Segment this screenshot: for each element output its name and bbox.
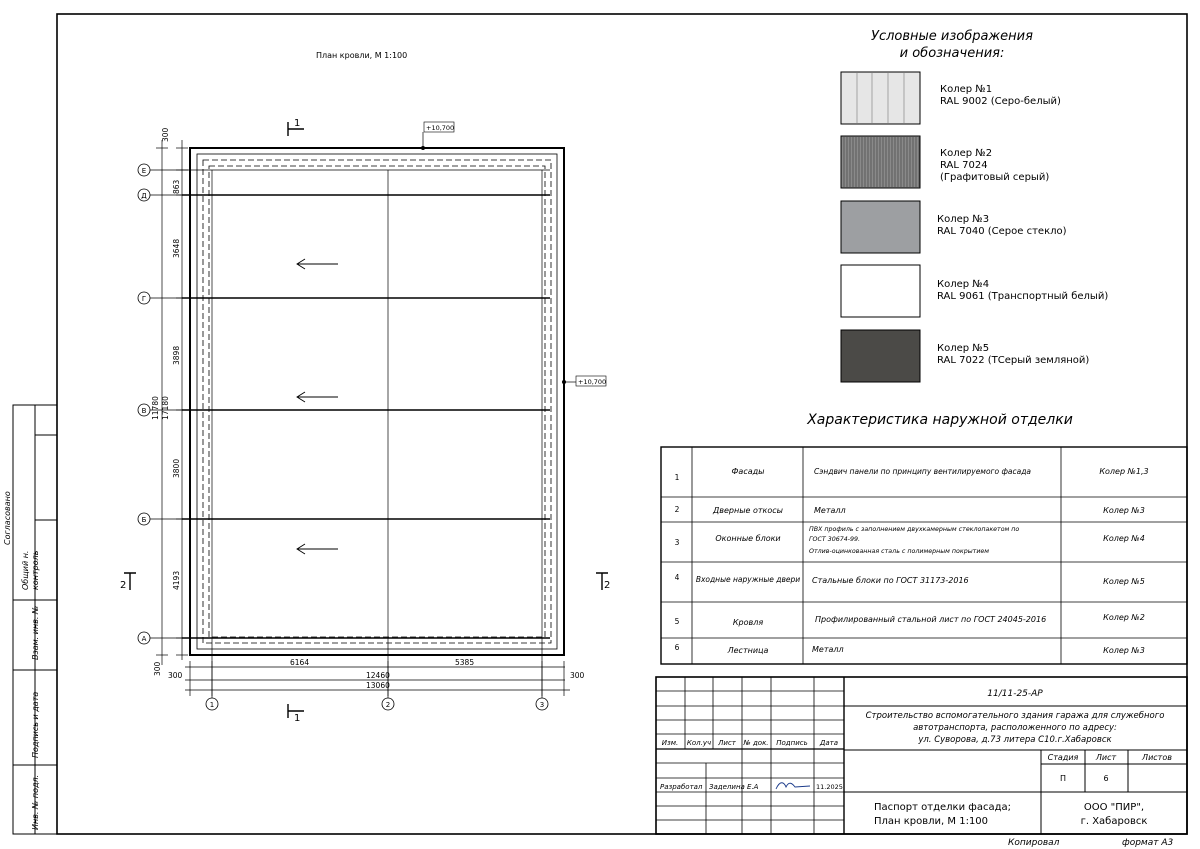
dim-v-863: 863 — [172, 179, 181, 194]
axis-letter-a: А — [141, 635, 147, 643]
finish-row-2-color: Колер №3 — [1103, 506, 1145, 515]
roof-beams — [182, 195, 550, 638]
finish-row-4-material: Стальные блоки по ГОСТ 31173-2016 — [812, 576, 969, 585]
finish-row-1-color: Колер №1,3 — [1099, 467, 1149, 476]
dim-v-total-17180: 17180 — [161, 396, 170, 420]
elevation-marker-right — [562, 376, 606, 386]
finish-row-1-material: Сэндвич панели по принципу вентилируемого фасада — [814, 467, 1031, 476]
footer-copied: Копировал — [1008, 838, 1060, 848]
legend-item-1-name: Колер №1 — [940, 84, 993, 95]
stamp-sheet-label: Лист — [1095, 753, 1117, 762]
legend-item-2-name: Колер №2 — [940, 148, 993, 159]
finish-row-6-material: Металл — [812, 645, 844, 654]
legend-item-2-code: RAL 7024 — [940, 160, 988, 171]
stamp-col-data: Дата — [819, 739, 839, 747]
legend-title-line1: Условные изображения — [871, 29, 1033, 44]
plan-title: План кровли, М 1:100 — [316, 51, 408, 60]
side-vzam-label: Взам. инв. № — [31, 605, 40, 660]
section-mark-1-bottom-label: 1 — [294, 713, 301, 724]
stamp-project-3: ул. Суворова, д.73 литера С10.г.Хабаровск — [918, 735, 1112, 745]
stamp-project-1: Строительство вспомогательного здания гаража для служебного — [865, 711, 1165, 721]
stamp-developer-name: Заделина Е.А — [709, 783, 759, 791]
axis-bubbles-numbers — [206, 698, 548, 710]
legend-item-4-name: Колер №4 — [937, 279, 990, 290]
stamp-org-2: г. Хабаровск — [1080, 816, 1148, 827]
axis-number-2: 2 — [385, 701, 391, 709]
stamp-org-1: ООО "ПИР", — [1083, 802, 1145, 813]
stamp-col-koluch: Кол.уч — [686, 739, 712, 747]
stamp-col-izm: Изм. — [661, 739, 679, 747]
dim-h-total-12460: 12460 — [366, 671, 390, 680]
legend-title-line2: и обозначения: — [899, 46, 1005, 61]
dim-v-300-bottom: 300 — [153, 661, 162, 676]
legend-item-3-name: Колер №3 — [937, 214, 990, 225]
side-general-control-2: контроль — [31, 550, 40, 590]
finish-row-6-n: 6 — [674, 643, 680, 652]
side-inv-podl-label: Инв. № подл. — [31, 774, 40, 830]
legend-swatch-1 — [841, 72, 920, 124]
finish-row-3-material-3: Отлив-оцинкованная сталь с полимерным покрытием — [809, 548, 990, 555]
side-sign-date-label: Подпись и дата — [31, 691, 40, 758]
dim-h-total-13060: 13060 — [366, 681, 390, 690]
finish-row-2-material: Металл — [814, 506, 846, 515]
dim-v-300-top: 300 — [161, 127, 170, 142]
finish-row-3-material-2: ГОСТ 30674-99. — [809, 536, 861, 543]
legend-item-3-code: RAL 7040 (Серое стекло) — [937, 226, 1067, 237]
elevation-label-right: +10,700 — [578, 378, 607, 386]
dim-v-4193: 4193 — [172, 570, 181, 590]
stamp-stage-label: Стадия — [1047, 753, 1079, 762]
stamp-col-list: Лист — [718, 739, 736, 747]
finish-row-1-n: 1 — [674, 473, 680, 482]
dim-v-3800: 3800 — [172, 458, 181, 478]
finish-row-3-element: Оконные блоки — [715, 534, 781, 543]
finish-table-grid — [661, 447, 1187, 664]
dim-h-6164: 6164 — [290, 658, 310, 667]
stamp-sheets-label: Листов — [1142, 753, 1172, 762]
legend-swatch-3 — [841, 201, 920, 253]
dim-h-5385: 5385 — [455, 658, 475, 667]
stamp-signature — [776, 783, 810, 789]
legend-item-5-code: RAL 7022 (ТСерый земляной) — [937, 355, 1090, 366]
finish-row-3-material-1: ПВХ профиль с заполнением двухкамерным стеклопакетом по — [809, 526, 1020, 533]
stamp-developer-role: Разработал — [660, 783, 703, 791]
finish-row-5-color: Колер №2 — [1103, 613, 1145, 622]
axis-letter-e: Е — [141, 167, 147, 175]
axis-letter-d: Д — [141, 192, 147, 200]
finish-row-5-material: Профилированный стальной лист по ГОСТ 24045-2016 — [815, 615, 1047, 624]
stamp-col-podpis: Подпись — [776, 739, 808, 747]
legend-item-4-code: RAL 9061 (Транспортный белый) — [937, 291, 1109, 302]
stamp-doc-title-2: План кровли, М 1:100 — [874, 816, 989, 827]
legend-item-5-name: Колер №5 — [937, 343, 990, 354]
finish-row-5-n: 5 — [674, 617, 680, 626]
dim-v-3648: 3648 — [172, 238, 181, 258]
finish-row-1-element: Фасады — [731, 467, 765, 476]
axis-number-1: 1 — [209, 701, 215, 709]
axis-number-3: 3 — [539, 701, 545, 709]
roof-plan — [190, 148, 564, 655]
dim-v-total-11780: 11780 — [151, 396, 160, 420]
finish-row-4-color: Колер №5 — [1103, 577, 1145, 586]
finish-title: Характеристика наружной отделки — [807, 412, 1073, 428]
legend-item-1-code: RAL 9002 (Серо-белый) — [940, 96, 1061, 107]
legend-item-2-extra: (Графитовый серый) — [940, 172, 1050, 183]
legend-swatch-4 — [841, 265, 920, 317]
stamp-project-2: автотранспорта, расположенного по адресу: — [913, 723, 1117, 733]
finish-row-5-element: Кровля — [732, 618, 764, 627]
dim-h-300-left: 300 — [168, 671, 183, 680]
section-mark-2-right-label: 2 — [604, 580, 611, 591]
axis-letter-v: В — [141, 407, 147, 415]
finish-row-3-n: 3 — [674, 538, 680, 547]
side-agreed-label: Согласовано — [3, 491, 12, 545]
stamp-date: 11.2025 — [816, 783, 843, 791]
dim-h-300-right: 300 — [570, 671, 585, 680]
finish-row-4-n: 4 — [674, 573, 680, 582]
stamp-stage-value: П — [1059, 774, 1067, 783]
axis-lines — [150, 170, 550, 700]
section-mark-2-left-label: 2 — [120, 580, 127, 591]
section-mark-1-top-label: 1 — [294, 118, 301, 129]
finish-row-3-color: Колер №4 — [1103, 534, 1145, 543]
axis-letter-b: Б — [141, 516, 147, 524]
finish-row-2-n: 2 — [674, 505, 680, 514]
stamp-code: 11/11-25-АР — [987, 689, 1043, 699]
stamp-doc-title-1: Паспорт отделки фасада; — [874, 802, 1011, 813]
axis-letter-g: Г — [141, 295, 147, 303]
elevation-marker-top — [421, 122, 454, 150]
stamp-sheet-value: 6 — [1103, 774, 1109, 783]
finish-row-4-element: Входные наружные двери — [695, 575, 801, 584]
finish-row-6-element: Лестница — [727, 646, 769, 655]
legend-swatches — [841, 72, 920, 382]
finish-row-6-color: Колер №3 — [1103, 646, 1145, 655]
stamp-col-ndok: № док. — [743, 739, 769, 747]
finish-row-2-element: Дверные откосы — [713, 506, 783, 515]
side-general-control-1: Общий н. — [21, 550, 30, 590]
slope-arrows — [297, 259, 338, 554]
axis-bubbles-letters — [138, 164, 150, 644]
legend-swatch-5 — [841, 330, 920, 382]
elevation-label-top: +10,700 — [426, 124, 455, 132]
footer-format: формат А3 — [1122, 838, 1174, 848]
dim-v-3898: 3898 — [172, 345, 181, 365]
